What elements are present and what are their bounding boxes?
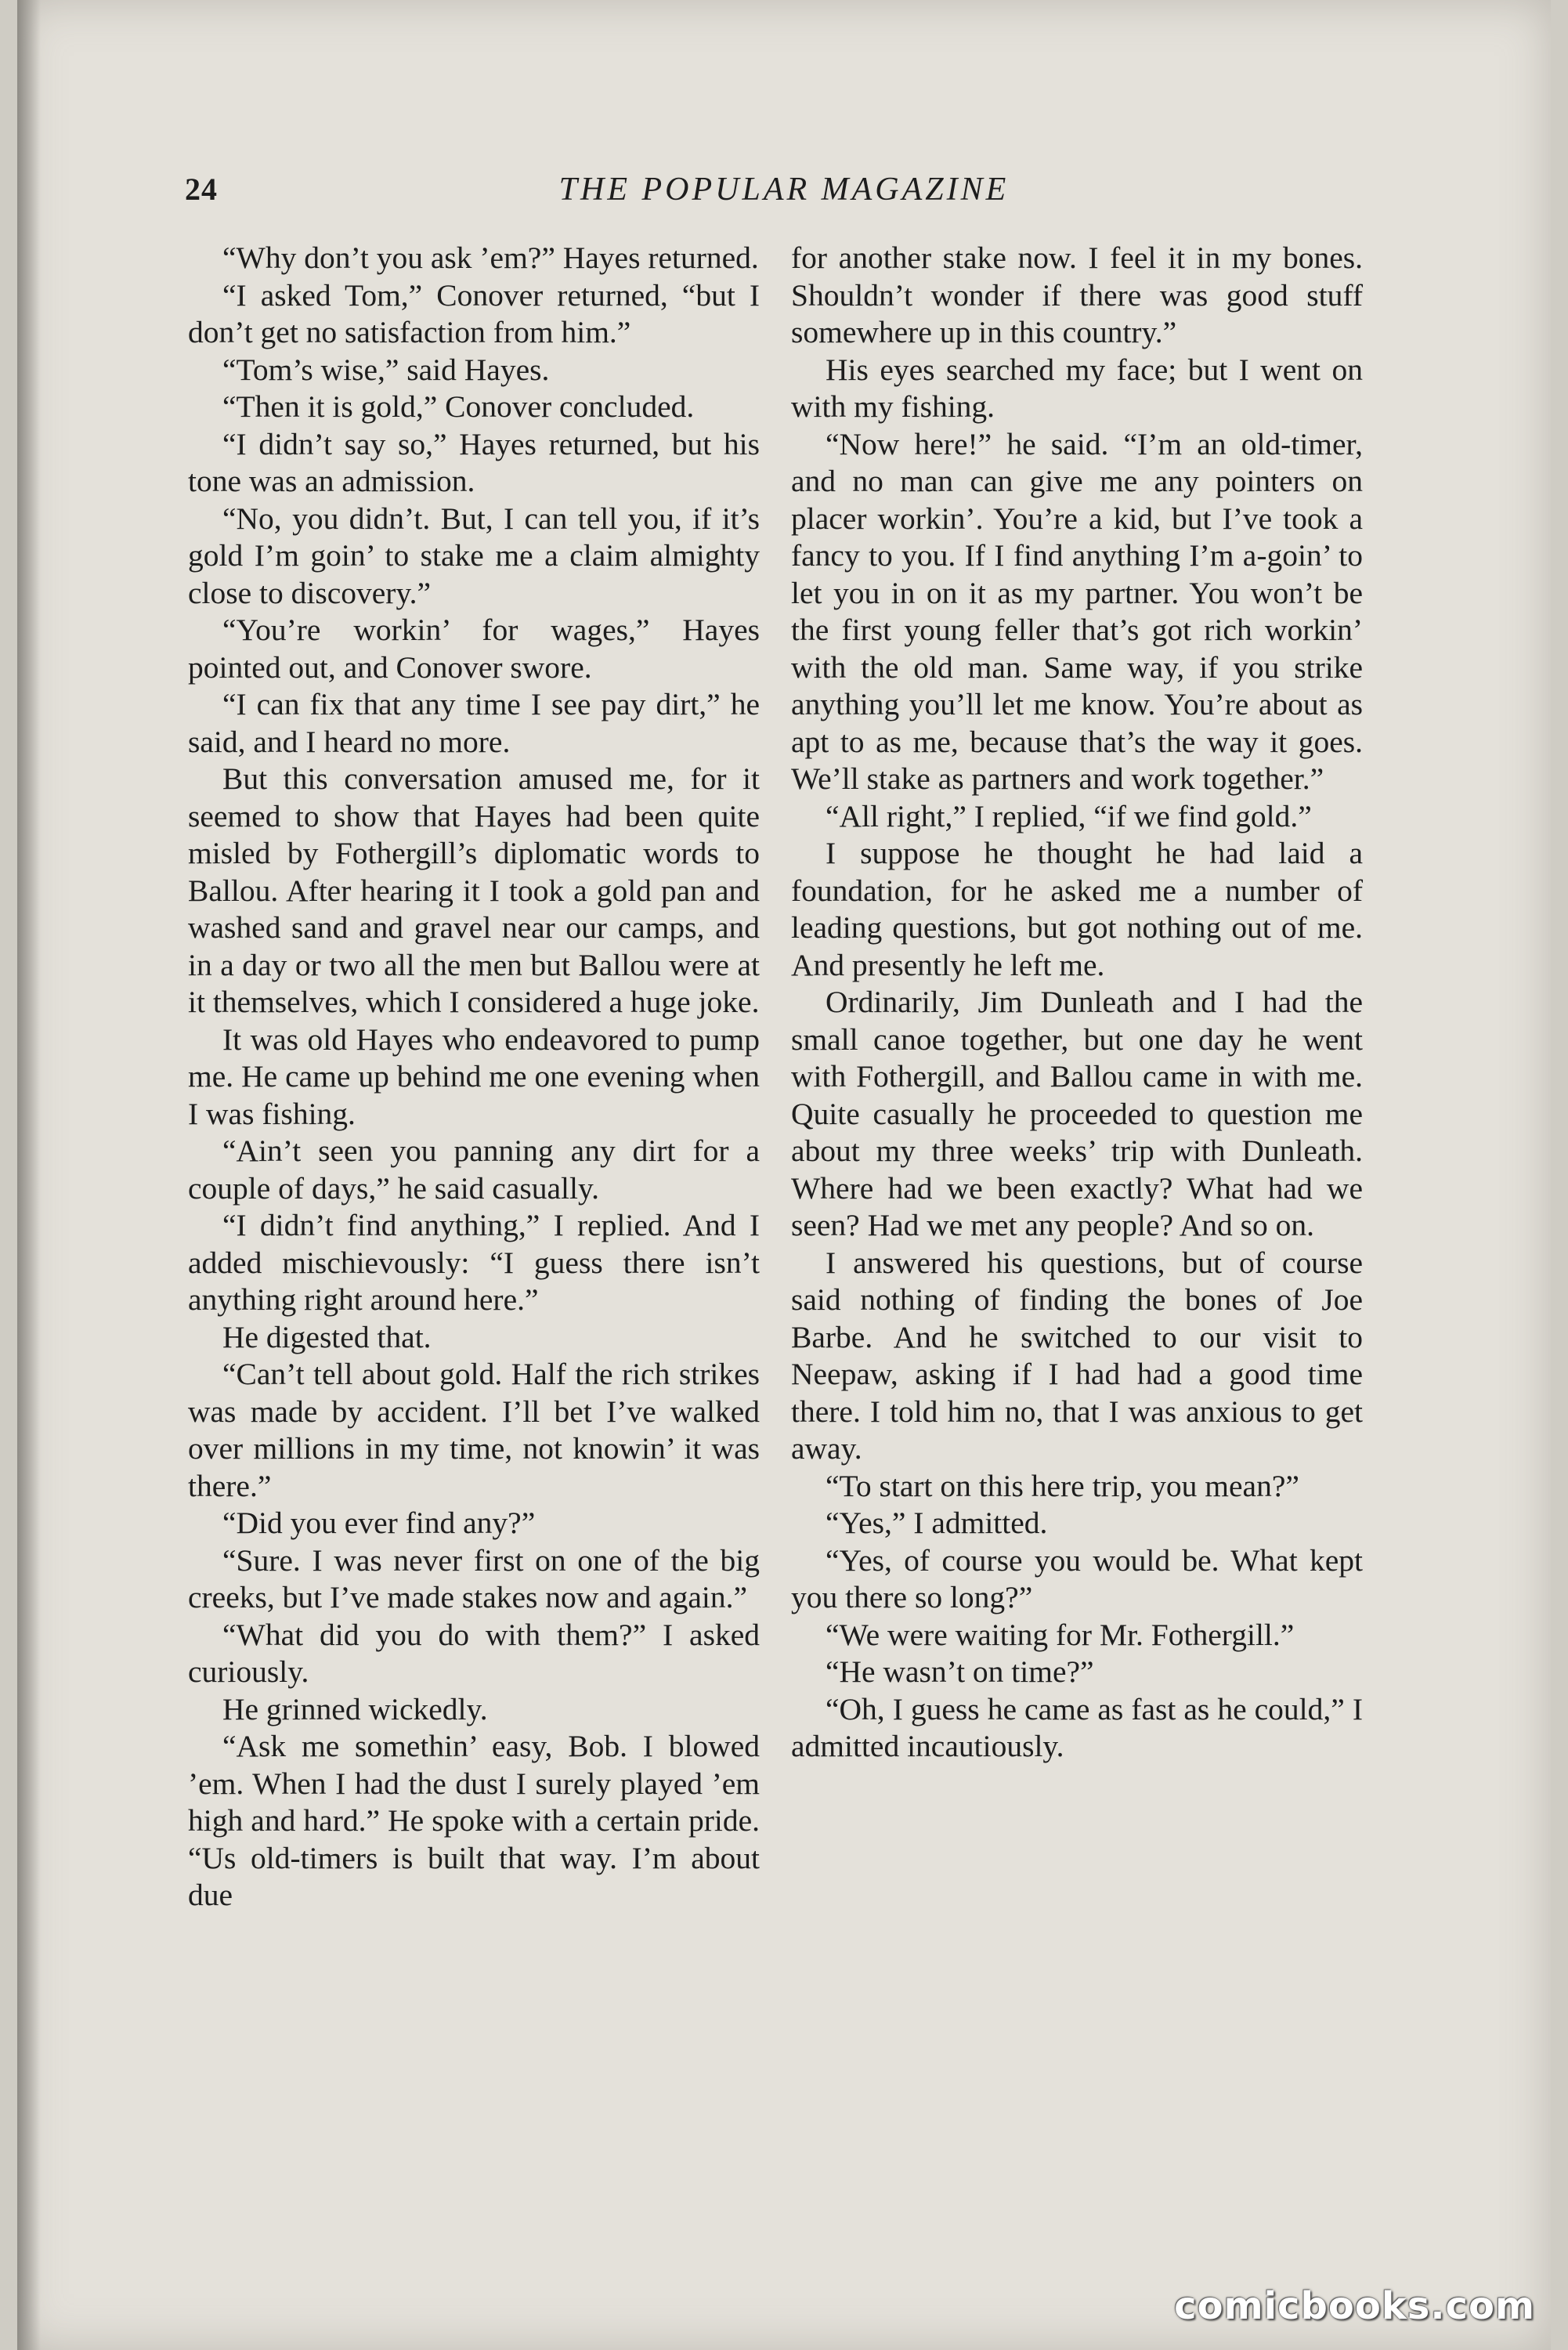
paragraph: “He wasn’t on time?” <box>826 1654 1094 1689</box>
paragraph: “Now here!” he said. “I’m an old-timer, and no man can give me any pointers on placer workin’. You’re a kid, but I’ve took a fancy to you. If I find anything I’m a-goin’ to let you in on it as my partner. You won’t be the first young feller that’s got rich workin’ with the old man. Same way, if you strike anything you’ll let me know. You’re about as apt to as me, because that’s the way it goes. We’ll stake as partners and work together.” <box>791 426 1363 796</box>
paragraph: “We were waiting for Mr. Fothergill.” <box>826 1617 1295 1652</box>
paragraph: “Why don’t you ask ’em?” Hayes returned. <box>222 240 759 275</box>
paragraph: “Did you ever find any?” <box>222 1506 536 1540</box>
paragraph: “I asked Tom,” Conover returned, “but I don’t get no satisfaction from him.” <box>188 277 760 349</box>
paragraph: “Then it is gold,” Conover concluded. <box>222 389 695 424</box>
paragraph: He grinned wickedly. <box>222 1691 488 1726</box>
paragraph: His eyes searched my face; but I went on with my fishing. <box>791 352 1363 424</box>
paragraph: I answered his questions, but of course said nothing of finding the bones of Joe Barbe. And he switched to our visit to Neepaw, asking if I had had a good time there. I told him no, that I was anxious to get away. <box>791 1245 1363 1466</box>
page-header <box>0 171 1568 218</box>
paragraph: “Oh, I guess he came as fast as he could,” I admitted incautiously. <box>791 1691 1363 1763</box>
left-column <box>188 240 760 1914</box>
paragraph: “No, you didn’t. But, I can tell you, if it’s gold I’m goin’ to stake me a claim almighty close to discovery.” <box>188 501 760 610</box>
paragraph-continued: for another stake now. I feel it in my bones. Shouldn’t wonder if there was good stuff somewhere up in this country.” <box>791 240 1363 349</box>
paragraph: I suppose he thought he had laid a foundation, for he asked me a number of leading questions, but got nothing out of me. And presently he left me. <box>791 836 1363 982</box>
binding-shadow <box>17 0 41 2350</box>
paragraph: “All right,” I replied, “if we find gold.” <box>826 798 1312 833</box>
paragraph: He digested that. <box>222 1319 432 1354</box>
paragraph: “Tom’s wise,” said Hayes. <box>222 352 550 387</box>
paragraph: “I didn’t find anything,” I replied. And I added mischievously: “I guess there isn’t anything right around here.” <box>188 1208 760 1317</box>
paragraph: “I didn’t say so,” Hayes returned, but his tone was an admission. <box>188 426 760 498</box>
paragraph: “Yes, of course you would be. What kept you there so long?” <box>791 1542 1363 1614</box>
running-title: THE POPULAR MAGAZINE <box>558 172 1010 208</box>
paragraph: “I can fix that any time I see pay dirt,” he said, and I heard no more. <box>188 687 760 759</box>
paragraph: “Ain’t seen you panning any dirt for a couple of days,” he said casually. <box>188 1133 760 1206</box>
paragraph: Ordinarily, Jim Dunleath and I had the small canoe together, but one day he went with Fothergill, and Ballou came in with me. Quite casually he proceeded to question me about my three weeks’ trip with Dunleath. Where had we been exactly? What had we seen? Had we met any people? And so on. <box>791 985 1363 1242</box>
site-watermark: comicbooks.com <box>1174 2284 1535 2328</box>
paragraph: “Can’t tell about gold. Half the rich strikes was made by accident. I’ll bet I’ve walked over millions in my time, not knowin’ it was there.” <box>188 1357 760 1503</box>
paragraph: “What did you do with them?” I asked curiously. <box>188 1617 760 1689</box>
paragraph: But this conversation amused me, for it seemed to show that Hayes had been quite misled by Fothergill’s diplomatic words to Ballou. After hearing it I took a gold pan and washed sand and gravel near our camps, and in a day or two all the men but Ballou were at it themselves, which I considered a huge joke. <box>188 761 760 1019</box>
paragraph: “To start on this here trip, you mean?” <box>826 1468 1299 1503</box>
paragraph: It was old Hayes who endeavored to pump me. He came up behind me one evening when I was fishing. <box>188 1021 760 1131</box>
right-column <box>791 240 1363 1766</box>
page-number: 24 <box>185 172 218 207</box>
paragraph: “You’re workin’ for wages,” Hayes pointed out, and Conover swore. <box>188 613 760 685</box>
paragraph: “Ask me somethin’ easy, Bob. I blowed ’em. When I had the dust I surely played ’em high and hard.” He spoke with a certain pride. “Us old-timers is built that way. I’m about due <box>188 1729 760 1912</box>
paragraph: “Yes,” I admitted. <box>826 1506 1048 1540</box>
paragraph: “Sure. I was never first on one of the big creeks, but I’ve made stakes now and again.” <box>188 1542 760 1614</box>
